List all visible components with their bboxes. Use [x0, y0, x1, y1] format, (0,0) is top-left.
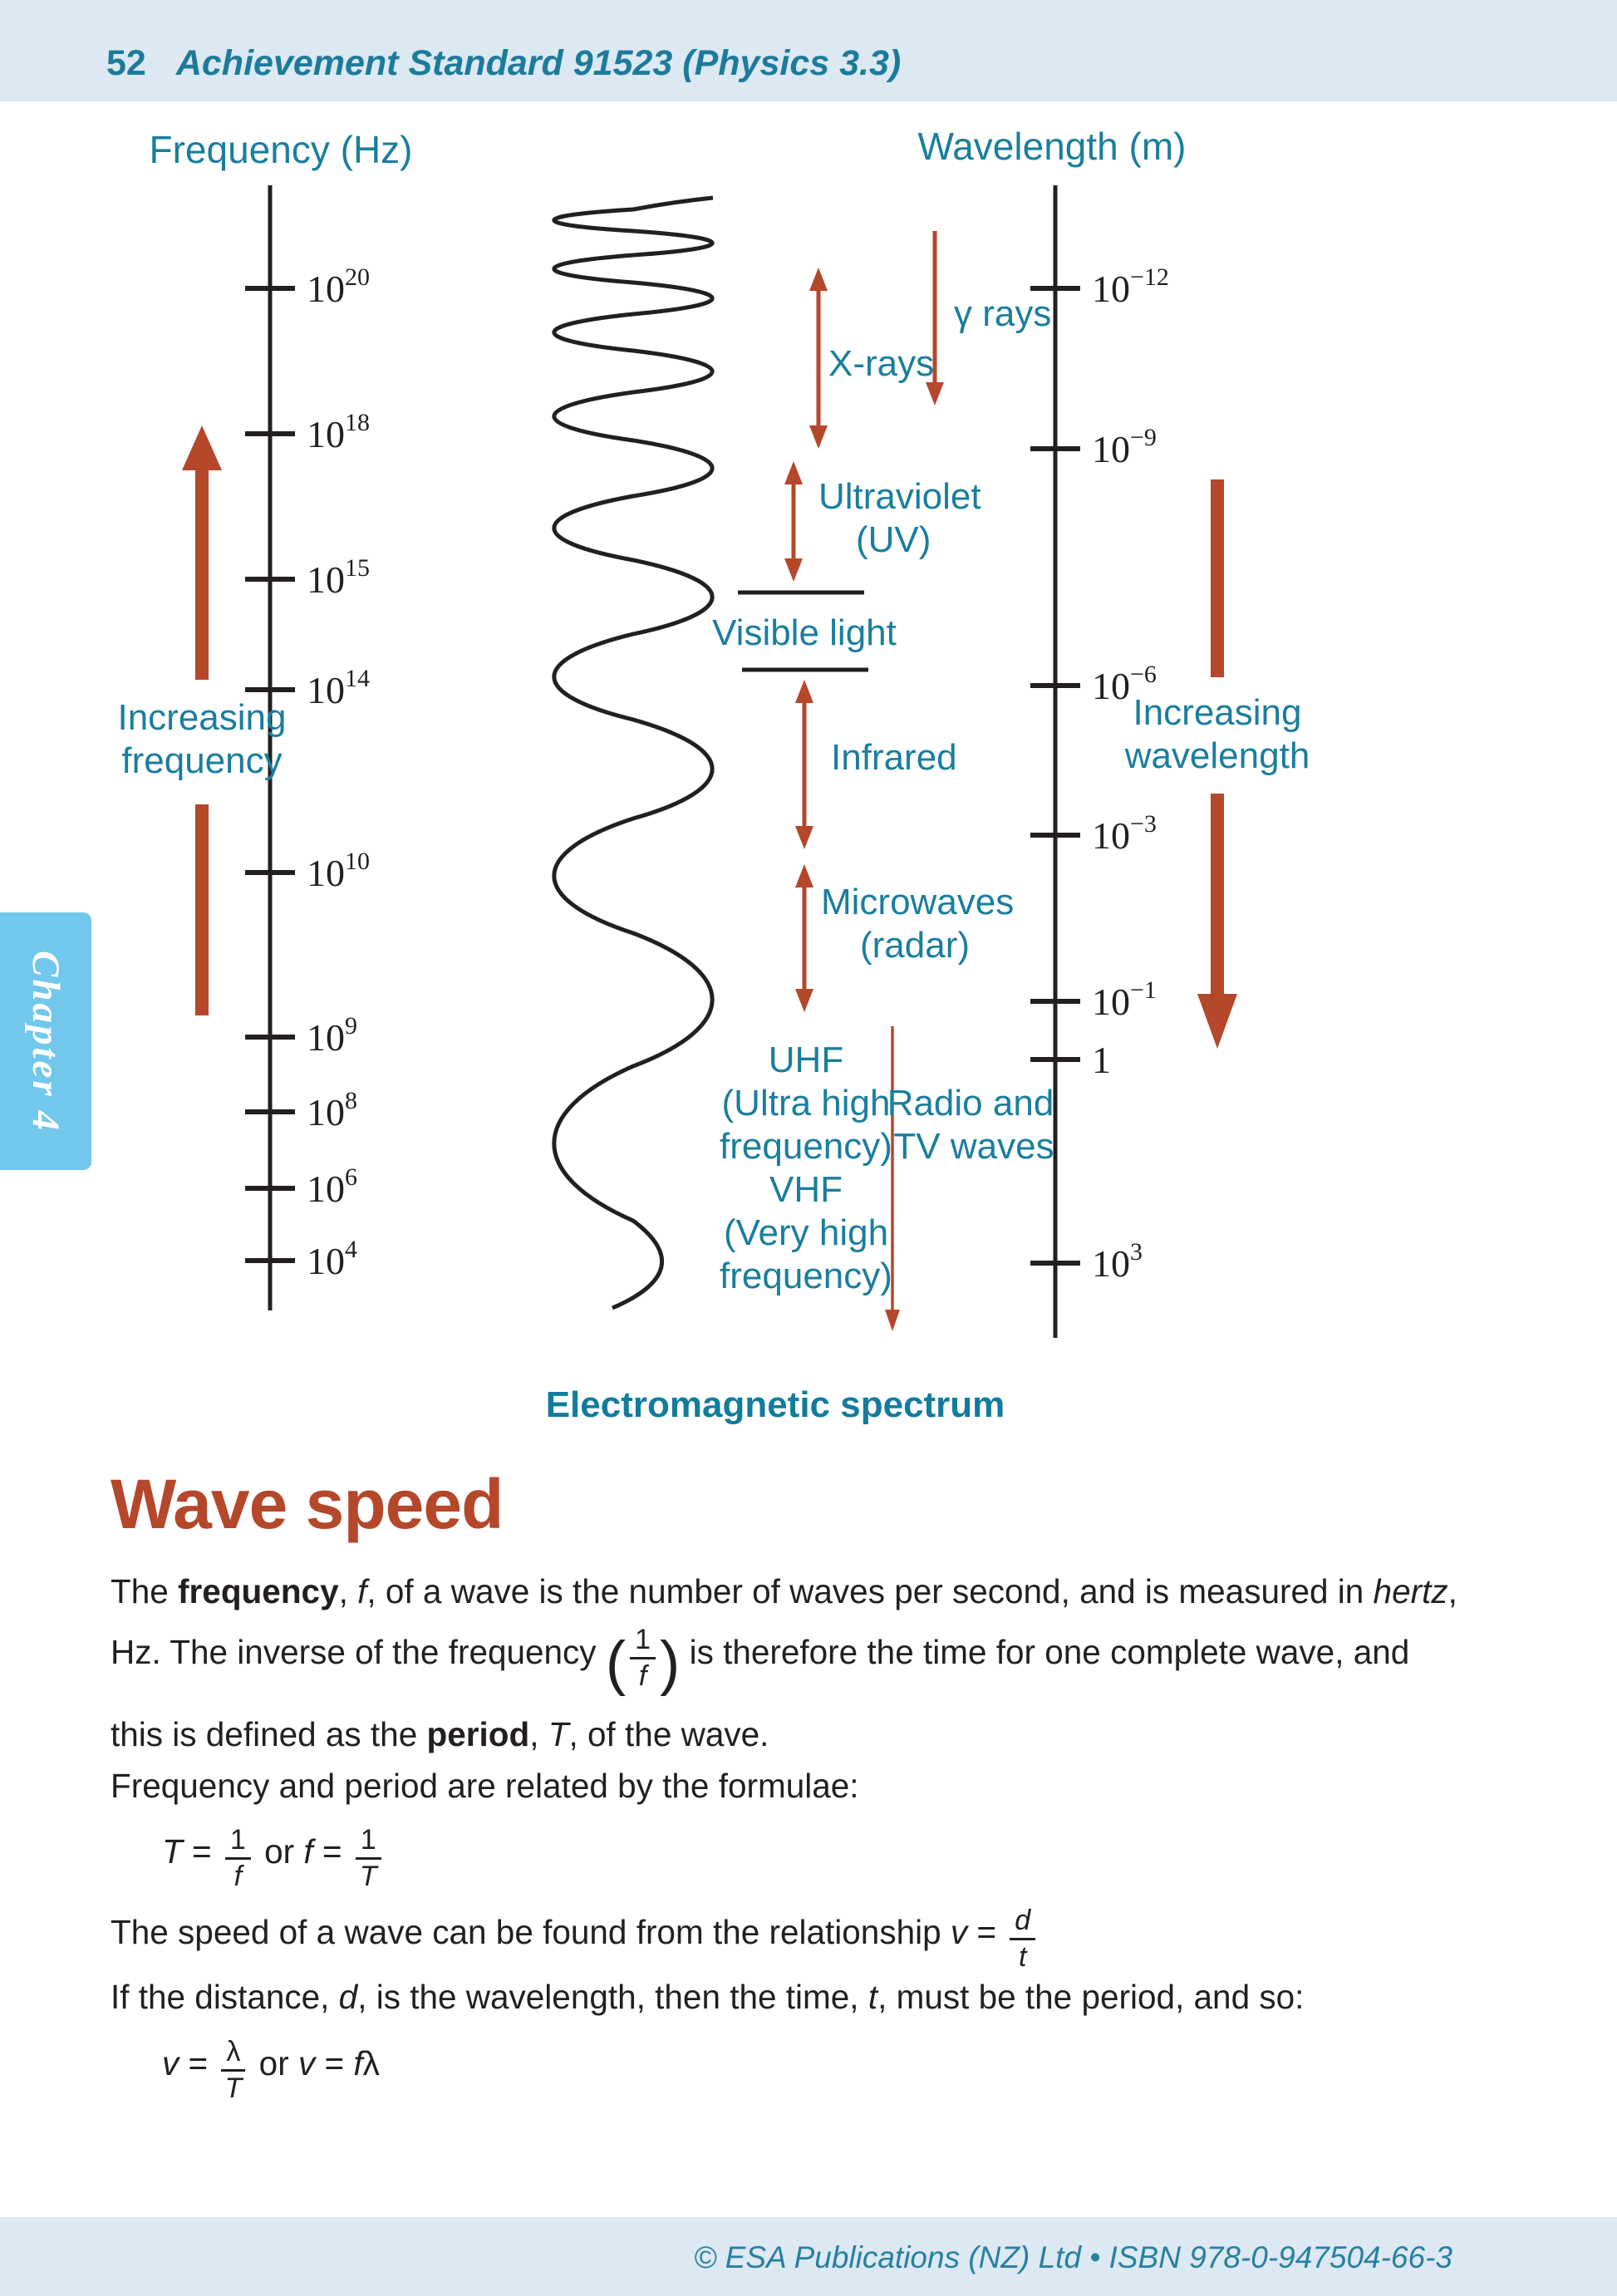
frequency-axis-tick-label: $10^{10}$ [307, 848, 370, 894]
increasing-wavelength-label: Increasing [1133, 692, 1302, 733]
frequency-axis-tick-label: $10^{14}$ [307, 665, 370, 711]
wavelength-axis-title: Wavelength (m) [917, 125, 1187, 168]
wavelength-axis-tick-label: $10^{-6}$ [1092, 661, 1157, 707]
body-line: The speed of a wave can be found from the relationship v = $\frac{d}{t}$ [111, 1905, 1523, 1972]
band-ultraviolet-label: (UV) [856, 519, 931, 560]
chapter-tab-label: Chapter 4 [24, 950, 67, 1133]
band-x-rays [809, 268, 934, 449]
wavelength-axis-tick-label: $10^{-12}$ [1092, 263, 1169, 310]
section-heading: Wave speed [111, 1465, 504, 1543]
body-line: The frequency, f, of a wave is the number of waves per second, and is measured in hertz, [111, 1572, 1457, 1610]
wavelength-axis-tick-label: $10^{-1}$ [1092, 976, 1157, 1023]
body-line: Hz. The inverse of the frequency ( $\frac{1}{f}$ ) is therefore the time for one complete wave, and [111, 1624, 1410, 1697]
wavelength-axis-tick-label: $10^{-3}$ [1092, 810, 1157, 857]
wave-speed-section [111, 1464, 1523, 2117]
frequency-axis-tick-label: $10^6$ [307, 1163, 357, 1210]
frequency-axis-title: Frequency (Hz) [149, 128, 413, 171]
section-body [111, 1566, 1523, 2103]
band-x-rays-label: X-rays [828, 343, 935, 384]
band-microwaves [795, 864, 1014, 1012]
band-uhf-vhf-label: VHF [769, 1169, 843, 1210]
band-radio-tv [887, 1083, 1054, 1167]
band-ultraviolet [784, 461, 981, 582]
body-line: If the distance, d, is the wavelength, then the time, t, must be the period, and so: [111, 1978, 1305, 2017]
formula-line: v = $\frac{\lambda}{T}$ or v = fλ [162, 2035, 380, 2104]
wave-curve [554, 198, 713, 1308]
band-gamma-rays [926, 231, 1051, 406]
formula-line: T = $\frac{1}{f}$ or f = $\frac{1}{T}$ [162, 1825, 1523, 1891]
band-ultraviolet-label: Ultraviolet [818, 476, 981, 517]
band-infrared-label: Infrared [831, 737, 957, 778]
chapter-tab [0, 912, 91, 1170]
figure-caption: Electromagnetic spectrum [545, 1384, 1005, 1425]
frequency-axis-tick-label: $10^{18}$ [307, 409, 370, 455]
increasing-frequency-label: frequency [121, 740, 283, 781]
body-line: Frequency and period are related by the formulae: [111, 1766, 859, 1805]
band-infrared [795, 680, 957, 849]
band-radio-tv-label: Radio and [887, 1083, 1054, 1123]
band-radio-tv-label: TV waves [893, 1126, 1054, 1167]
frequency-axis-tick-label: $10^{20}$ [307, 263, 370, 310]
wavelength-axis-tick-label: 1 [1092, 1039, 1111, 1081]
band-uhf-vhf-label: (Ultra high [721, 1083, 891, 1123]
frequency-axis-tick-label: $10^8$ [307, 1087, 357, 1133]
frequency-axis-tick-label: $10^4$ [307, 1236, 357, 1282]
increasing-frequency-label: Increasing [117, 697, 287, 738]
band-uhf-vhf-label: frequency) [720, 1256, 892, 1296]
band-uhf-vhf-label: UHF [768, 1040, 844, 1080]
wavelength-axis-tick-label: $10^3$ [1092, 1238, 1143, 1285]
band-visible-light [712, 592, 897, 670]
page-number: 52 [106, 43, 146, 83]
increasing-frequency-arrow [117, 425, 286, 1015]
increasing-wavelength-label: wavelength [1124, 735, 1310, 776]
band-gamma-rays-label: γ rays [954, 293, 1052, 334]
band-microwaves-label: Microwaves [821, 882, 1015, 922]
footer-text: © ESA Publications (NZ) Ltd • ISBN 978-0-947504-66-3 [694, 2240, 1452, 2274]
band-uhf-vhf-label: frequency) [720, 1126, 892, 1167]
band-microwaves-label: (radar) [860, 925, 971, 966]
body-line: this is defined as the period, T, of the wave. [111, 1715, 769, 1754]
wavelength-axis-tick-label: $10^{-9}$ [1092, 424, 1157, 470]
band-uhf-vhf-label: (Very high [723, 1212, 889, 1253]
header-title: Achievement Standard 91523 (Physics 3.3) [175, 43, 902, 83]
footer-band [0, 2217, 1617, 2296]
frequency-axis-tick-label: $10^{15}$ [307, 554, 370, 601]
band-uhf-vhf [720, 1026, 900, 1331]
frequency-axis-tick-label: $10^9$ [307, 1012, 357, 1059]
band-visible-light-label: Visible light [712, 612, 897, 653]
increasing-wavelength-arrow [1124, 479, 1310, 1049]
